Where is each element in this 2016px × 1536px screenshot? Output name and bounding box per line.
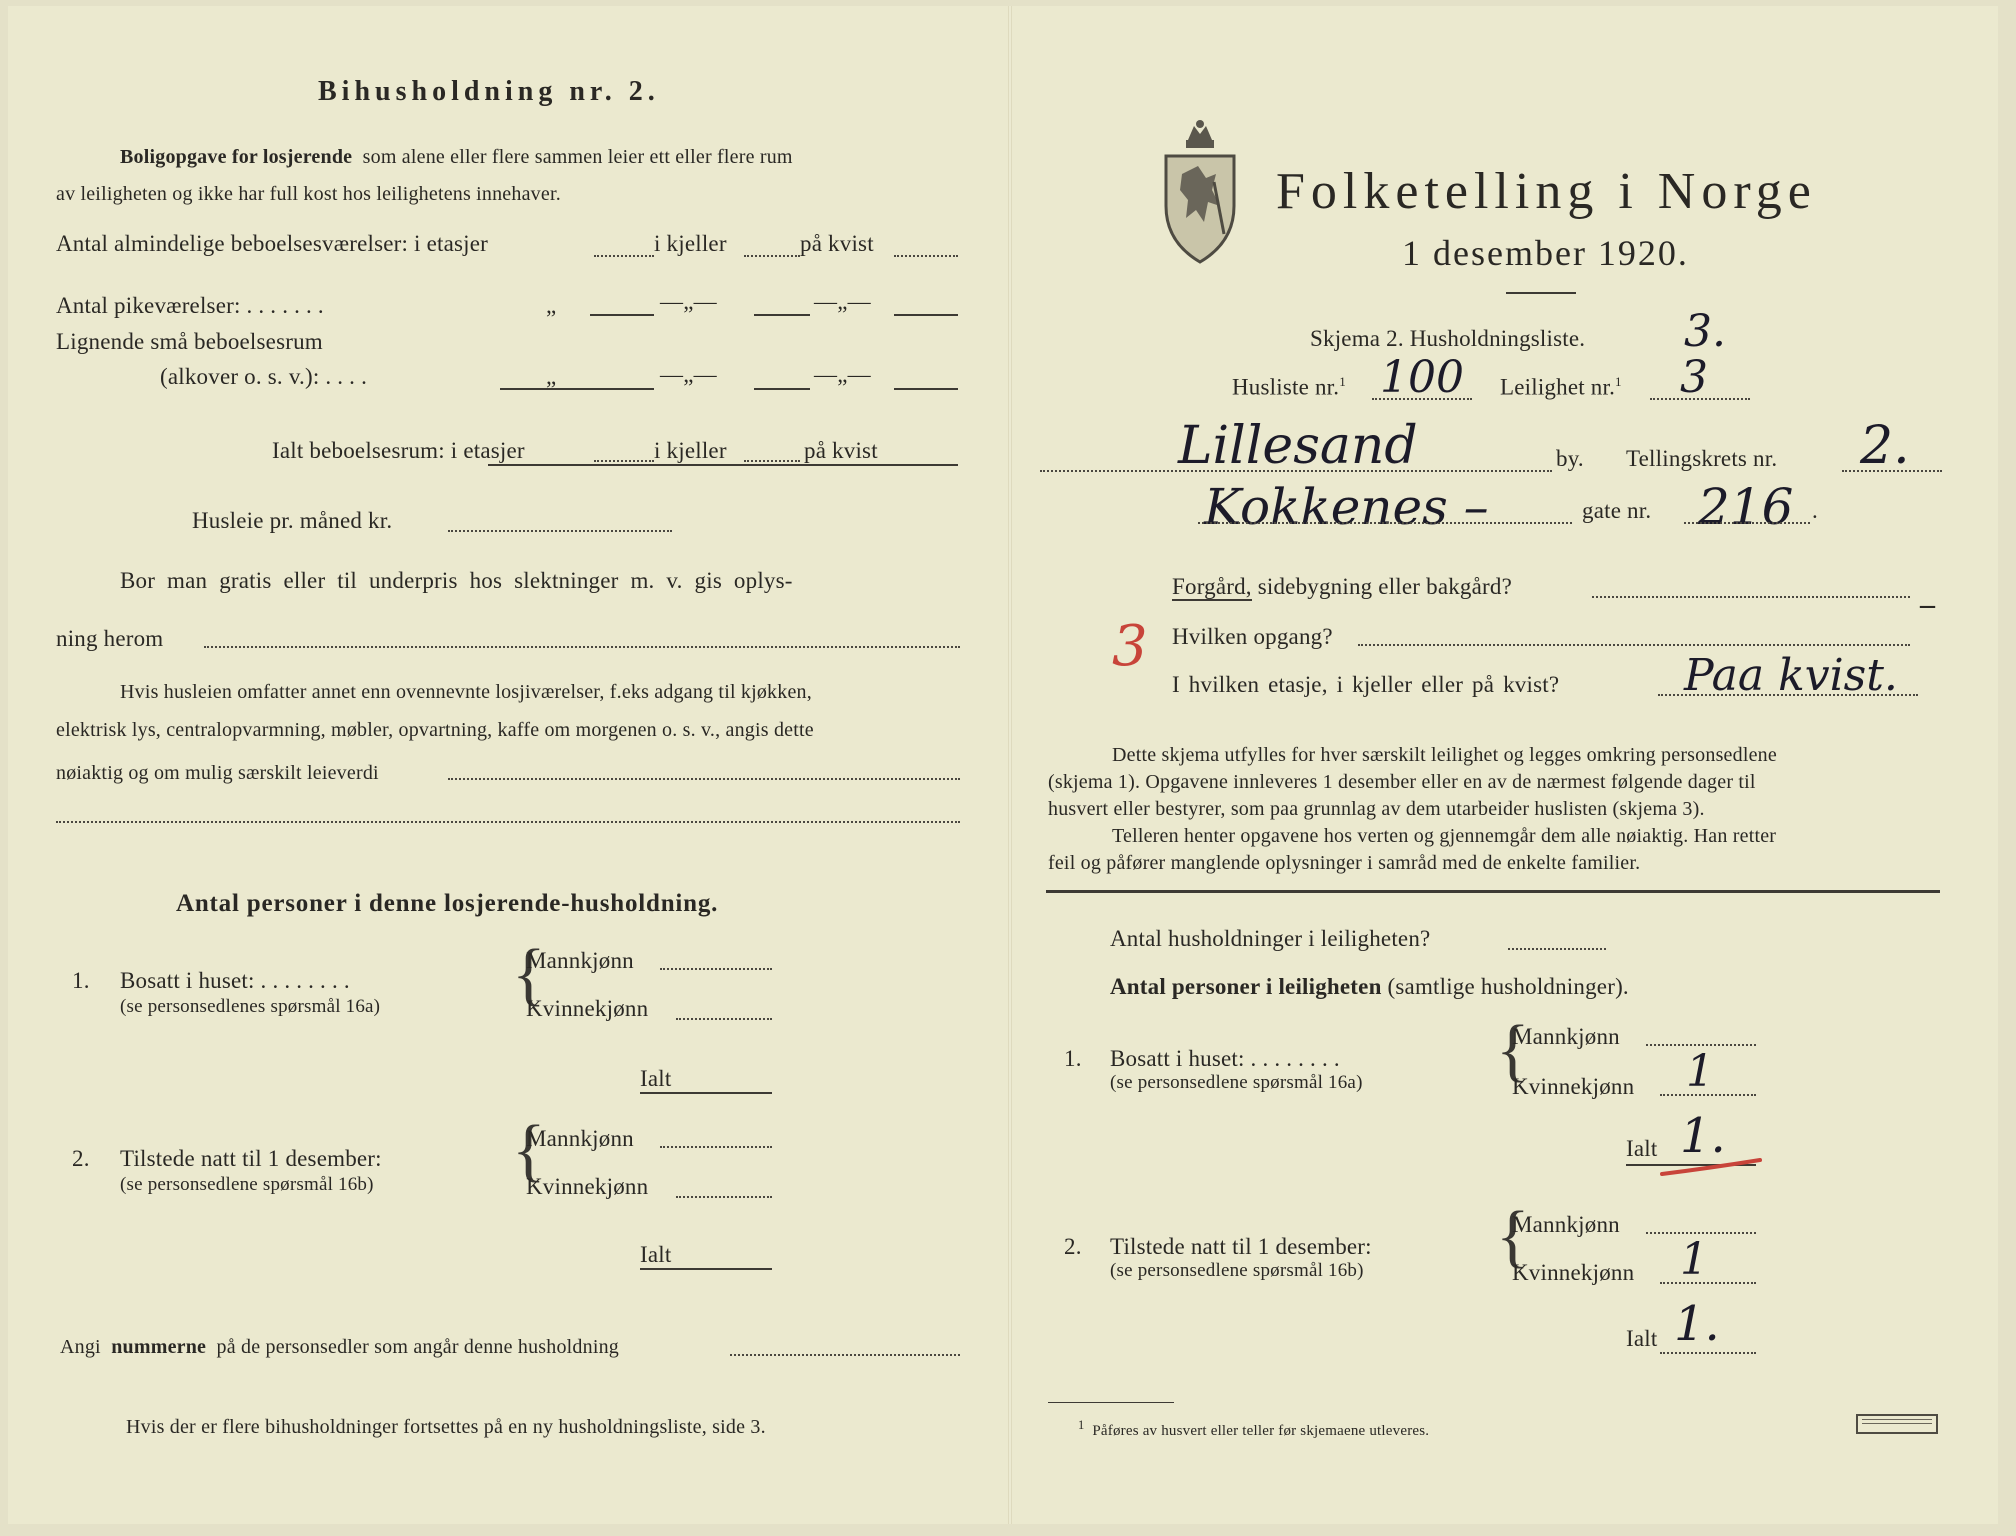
left-q2-kvinne-line[interactable]	[676, 1196, 772, 1198]
ialt-kjeller-label: i kjeller	[654, 438, 727, 463]
forgard-rest: sidebygning eller bakgård?	[1257, 574, 1512, 599]
intro-bold: Boligopgave for losjerende	[120, 146, 353, 168]
lignende-line-2[interactable]	[754, 388, 810, 390]
section-divider	[1046, 890, 1940, 893]
pike-line-2[interactable]	[754, 314, 810, 316]
ialt-kvist-label: på kvist	[804, 438, 878, 463]
intro-rest: som alene eller flere sammen leier ett eller flere rum	[362, 146, 793, 168]
title-rule	[1506, 292, 1576, 294]
gate-end: .	[1812, 498, 1818, 523]
etasje-label: I hvilken etasje, i kjeller eller på kvist?	[1172, 672, 1560, 697]
right-q1-number: 1.	[1064, 1046, 1082, 1071]
left-q1-label: Bosatt i huset: . . . . . . . .	[120, 968, 350, 993]
right-title: Folketelling i Norge	[1276, 163, 1817, 220]
leilighet-footnote-mark: 1	[1615, 374, 1622, 389]
kjeller-line[interactable]	[744, 255, 800, 257]
left-footer: Hvis der er flere bihusholdninger fortsettes på en ny husholdningsliste, side 3.	[126, 1416, 766, 1438]
printer-stamp-lines	[1862, 1419, 1932, 1424]
left-q2-brace: {	[512, 1112, 546, 1189]
census-form-sheet	[8, 6, 1998, 1524]
husliste-text: Husliste nr.	[1232, 374, 1340, 400]
printer-stamp	[1856, 1414, 1938, 1434]
leilighet-text: Leilighet nr.	[1500, 374, 1616, 400]
right-q1-label: Bosatt i huset: . . . . . . . .	[1110, 1046, 1340, 1071]
tellingskrets-line	[1842, 470, 1942, 472]
telleren-line-2: feil og påfører manglende oplysninger i samråd med de enkelte familier.	[1048, 852, 1641, 874]
right-q1-ialt-value[interactable]: 1.	[1680, 1108, 1726, 1164]
footnote-body: Påføres av husvert eller teller før skjemaene utleveres.	[1092, 1423, 1430, 1439]
by-value[interactable]: Lillesand	[1178, 416, 1418, 476]
pike-line-1[interactable]	[590, 314, 654, 316]
dette-line-1: Dette skjema utfylles for hver særskilt leilighet og legges omkring personsedlene	[1112, 744, 1777, 766]
husliste-label	[1232, 374, 1346, 401]
red-check-stroke	[1660, 1154, 1764, 1178]
right-q2-sub: (se personsedlene spørsmål 16b)	[1110, 1260, 1364, 1281]
antal-alm-label: Antal almindelige beboelsesværelser: i etasjer	[56, 231, 489, 256]
leilighet-label	[1500, 374, 1622, 401]
dette-line-2: (skjema 1). Opgavene innleveres 1 desember eller en av de nærmest følgende dager til	[1048, 771, 1756, 793]
ialt-rum-label: Ialt beboelsesrum: i etasjer	[272, 438, 525, 463]
coat-of-arms-icon	[1158, 118, 1242, 266]
hvis-line-1: Hvis husleien omfatter annet enn ovennevnte losjiværelser, f.eks adgang til kjøkken,	[120, 681, 812, 703]
left-q1-number: 1.	[72, 968, 90, 993]
page-fold	[1008, 6, 1012, 1524]
etasje-value[interactable]: Paa kvist.	[1684, 650, 1898, 701]
telleren-line-1: Telleren henter opgavene hos verten og gjennemgår dem alle nøiaktig. Han retter	[1112, 825, 1777, 847]
footnote-text	[1078, 1418, 1429, 1440]
gate-label: gate nr.	[1582, 498, 1652, 523]
bor-answer-line[interactable]	[204, 646, 960, 648]
forgard-underlined: Forgård,	[1172, 574, 1252, 599]
ialt-kjeller-line[interactable]	[744, 460, 800, 462]
left-title: Bihusholdning nr. 2.	[318, 76, 660, 107]
hvis-line-3: nøiaktig og om mulig særskilt leieverdi	[56, 762, 379, 784]
leilighet-line	[1650, 398, 1750, 400]
dette-line-3: husvert eller bestyrer, som paa grunnlag av dem utarbeider huslisten (skjema 3).	[1048, 798, 1705, 820]
left-q2-ialt-line[interactable]	[640, 1268, 772, 1270]
left-q2-kvinne-label: Kvinnekjønn	[526, 1174, 649, 1199]
opgang-line[interactable]	[1358, 644, 1910, 646]
gate-nr-line	[1684, 522, 1810, 524]
lignende-line-1[interactable]	[500, 388, 654, 390]
left-q2-sub: (se personsedlene spørsmål 16b)	[120, 1174, 374, 1195]
right-q1-brace: {	[1496, 1012, 1530, 1089]
lignende-label-1: Lignende små beboelsesrum	[56, 329, 323, 354]
ditto-c-2: —„—	[814, 362, 871, 387]
husleie-label: Husleie pr. måned kr.	[192, 508, 393, 533]
left-q1-ialt-label: Ialt	[640, 1066, 672, 1091]
gate-nr-value[interactable]: 216	[1698, 478, 1794, 536]
left-q1-kvinne-label: Kvinnekjønn	[526, 996, 649, 1021]
etasje-line	[1658, 694, 1918, 696]
right-q2-label: Tilstede natt til 1 desember:	[1110, 1234, 1372, 1259]
census-date: 1 desember 1920.	[1402, 233, 1689, 273]
footnote-number: 1	[1078, 1418, 1085, 1432]
right-q2-brace: {	[1496, 1198, 1530, 1275]
kvist-line[interactable]	[894, 255, 958, 257]
gate-line	[1198, 522, 1572, 524]
pike-line-3[interactable]	[894, 314, 958, 316]
husliste-line	[1372, 398, 1472, 400]
antal-hush-label: Antal husholdninger i leiligheten?	[1110, 926, 1431, 951]
left-q1-brace: {	[512, 936, 546, 1013]
right-persons-heading	[1110, 974, 1629, 1000]
intro-line-1	[120, 146, 793, 169]
right-q1-kvinne-line	[1660, 1094, 1756, 1096]
pike-label: Antal pikeværelser: . . . . . . .	[56, 293, 324, 318]
leilighet-value[interactable]: 3	[1680, 352, 1708, 403]
ditto-b: —„—	[660, 289, 717, 314]
lignende-line-3[interactable]	[894, 388, 958, 390]
footnote-rule	[1048, 1402, 1174, 1403]
ditto-a: „	[546, 293, 557, 318]
left-q2-number: 2.	[72, 1146, 90, 1171]
right-persons-bold: Antal personer i leiligheten	[1110, 974, 1382, 999]
angi-pre: Angi	[60, 1336, 101, 1358]
pa-kvist-label: på kvist	[800, 231, 874, 256]
by-line	[1040, 470, 1552, 472]
husliste-footnote-mark: 1	[1339, 374, 1346, 389]
right-q2-kvinne-label: Kvinnekjønn	[1512, 1260, 1635, 1285]
ialt-rum-underline	[488, 464, 958, 466]
tellingskrets-value[interactable]: 2.	[1860, 416, 1910, 476]
right-q2-number: 2.	[1064, 1234, 1082, 1259]
angi-bold: nummerne	[111, 1336, 207, 1358]
right-q2-ialt-value[interactable]: 1.	[1674, 1296, 1720, 1352]
opgang-red-mark: 3	[1112, 614, 1148, 679]
right-persons-rest: (samtlige husholdninger).	[1387, 974, 1629, 999]
opgang-label: Hvilken opgang?	[1172, 624, 1333, 649]
right-q2-kvinne-line	[1660, 1282, 1756, 1284]
ditto-b-2: —„—	[660, 362, 717, 387]
left-q1-mann-line[interactable]	[660, 968, 772, 970]
intro-line-2: av leiligheten og ikke har full kost hos leilighetens innehaver.	[56, 183, 561, 205]
right-q1-kvinne-label: Kvinnekjønn	[1512, 1074, 1635, 1099]
bor-line-1: Bor man gratis eller til underpris hos slektninger m. v. gis oplys-	[120, 568, 793, 593]
antal-hush-line[interactable]	[1508, 948, 1606, 950]
left-q1-ialt-line[interactable]	[640, 1092, 772, 1094]
lignende-label-2: (alkover o. s. v.): . . . .	[160, 364, 368, 389]
ialt-etasjer-line[interactable]	[594, 460, 654, 462]
forgard-line	[1172, 574, 1512, 600]
right-q1-ialt-label: Ialt	[1626, 1136, 1658, 1161]
right-q2-ialt-label: Ialt	[1626, 1326, 1658, 1351]
hvis-line-2: elektrisk lys, centralopvarmning, møbler, opvartning, kaffe om morgenen o. s. v., angis dette	[56, 719, 814, 741]
left-q1-kvinne-line[interactable]	[676, 1018, 772, 1020]
forgard-answer-line[interactable]	[1592, 596, 1910, 598]
right-q1-sub: (se personsedlene spørsmål 16a)	[1110, 1072, 1363, 1093]
ditto-c: —„—	[814, 289, 871, 314]
i-kjeller-label: i kjeller	[654, 231, 727, 256]
left-q2-mann-line[interactable]	[660, 1146, 772, 1148]
angi-line-field[interactable]	[730, 1354, 960, 1356]
leieverdi-line-2[interactable]	[56, 821, 960, 823]
angi-rest: på de personsedler som angår denne husholdning	[216, 1336, 619, 1358]
skjema-value[interactable]: 3.	[1684, 306, 1726, 357]
leieverdi-line[interactable]	[448, 778, 960, 780]
right-q2-mann-label: Mannkjønn	[1512, 1212, 1620, 1237]
left-q2-label: Tilstede natt til 1 desember:	[120, 1146, 382, 1171]
etasjer-line[interactable]	[594, 255, 654, 257]
husliste-value[interactable]: 100	[1380, 352, 1464, 403]
forgard-value[interactable]: –	[1920, 588, 1936, 621]
left-q2-ialt-label: Ialt	[640, 1242, 672, 1267]
left-q2-mann-label: Mannkjønn	[526, 1126, 634, 1151]
right-q2-kvinne-value[interactable]: 1	[1680, 1234, 1708, 1285]
right-q1-kvinne-value[interactable]: 1	[1686, 1046, 1714, 1097]
left-q1-sub: (se personsedlenes spørsmål 16a)	[120, 996, 381, 1017]
left-persons-title: Antal personer i denne losjerende-husholdning.	[176, 890, 719, 917]
tellingskrets-label: Tellingskrets nr.	[1626, 446, 1778, 471]
husleie-line[interactable]	[448, 530, 672, 532]
by-label: by.	[1556, 446, 1584, 471]
ditto-a-2: „	[546, 364, 557, 389]
left-q1-mann-label: Mannkjønn	[526, 948, 634, 973]
bor-line-2: ning herom	[56, 626, 164, 651]
right-q2-ialt-line	[1660, 1352, 1756, 1354]
angi-line	[60, 1336, 619, 1359]
right-q1-mann-label: Mannkjønn	[1512, 1024, 1620, 1049]
skjema-label: Skjema 2. Husholdningsliste.	[1310, 326, 1586, 351]
gate-value[interactable]: Kokkenes –	[1204, 478, 1489, 536]
